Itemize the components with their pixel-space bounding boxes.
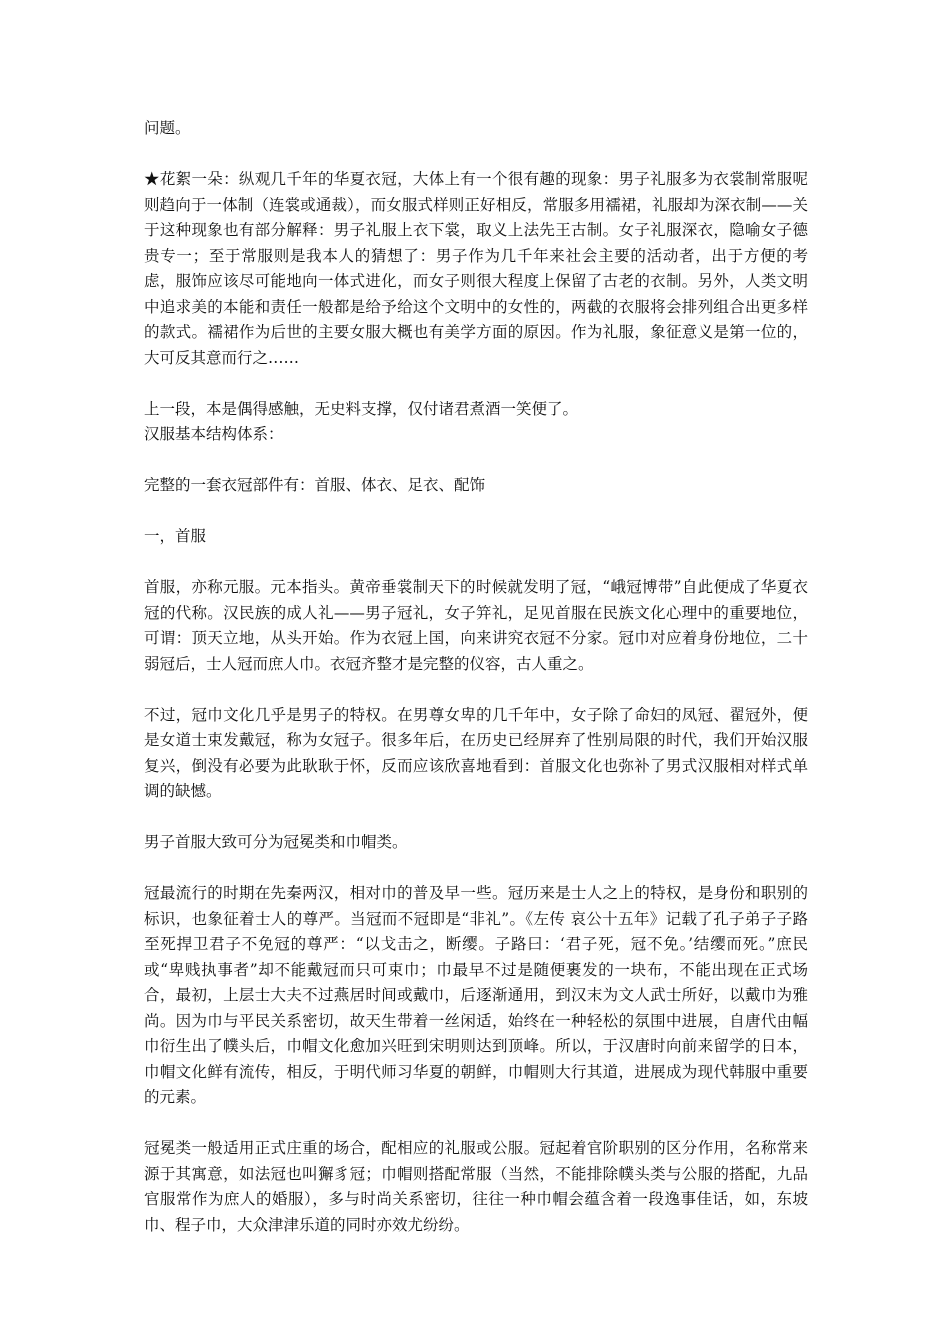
- paragraph-headwear-categories: 男子首服大致可分为冠冕类和巾帽类。: [144, 833, 408, 851]
- section-heading-headwear: 一，首服: [144, 527, 207, 545]
- paragraph-guan-history: 冠最流行的时期在先秦两汉，相对巾的普及早一些。冠历来是士人之上的特权，是身份和职别的标识，也象征着士人的尊严。当冠而不冠即是“非礼”。《左传 哀公十五年》记载了孔子弟子子路至死捍卫君子不免冠的尊严：“以戈击之，断缨。子路曰：‘君子死，冠不免。’结缨而死。”庶民或“卑贱执事者”却不能戴冠而只可束巾；巾最早不过是随便裹发的一块布，不能出现在正式场合，最初，上层士大夫不过燕居时间或戴巾，后逐渐通用，到汉末为文人武士所好，以戴巾为雅尚。因为巾与平民关系密切，故天生带着一丝闲适，始终在一种轻松的氛围中进展，自唐代由幅巾衍生出了幞头后，巾帽文化愈加兴旺到宋明则达到顶峰。所以，于汉唐时向前来留学的日本，巾帽文化鲜有流传，相反，于明代师习华夏的朝鲜，巾帽则大行其道，进展成为现代韩服中重要的元素。: [144, 884, 808, 1106]
- section-heading-structure: 汉服基本结构体系：: [144, 425, 284, 443]
- document-page: [144, 116, 808, 1264]
- paragraph-guan-usage: 冠冕类一般适用正式庄重的场合，配相应的礼服或公服。冠起着官阶职别的区分作用，名称常来源于其寓意，如法冠也叫獬豸冠；巾帽则搭配常服（当然，不能排除幞头类与公服的搭配，九品官服常作为庶人的婚服），多与时尚关系密切，往往一种巾帽会蕴含着一段逸事佳话，如，东坡巾、程子巾，大众津津乐道的同时亦效尤纷纷。: [144, 1139, 808, 1234]
- paragraph-continuation: 问题。: [144, 119, 191, 137]
- paragraph-trivia: ★花絮一朵：纵观几千年的华夏衣冠，大体上有一个很有趣的现象：男子礼服多为衣裳制常服呢则趋向于一体制（连裳或通裁），而女服式样则正好相反，常服多用襦裙，礼服却为深衣制——关于这种现象也有部分解释：男子礼服上衣下裳，取义上法先王古制。女子礼服深衣，隐喻女子德贵专一；至于常服则是我本人的猜想了：男子作为几千年来社会主要的活动者，出于方便的考虑，服饰应该尽可能地向一体式进化，而女子则很大程度上保留了古老的衣制。另外，人类文明中追求美的本能和责任一般都是给予给这个文明中的女性的，两截的衣服将会排列组合出更多样的款式。襦裙作为后世的主要女服大概也有美学方面的原因。作为礼服，象征意义是第一位的，大可反其意而行之……: [144, 170, 808, 367]
- paragraph-components: 完整的一套衣冠部件有：首服、体衣、足衣、配饰: [144, 476, 486, 494]
- paragraph-note: 上一段，本是偶得感触，无史料支撑，仅付诸君煮酒一笑便了。: [144, 399, 579, 418]
- paragraph-headwear-gender: 不过，冠巾文化几乎是男子的特权。在男尊女卑的几千年中，女子除了命妇的凤冠、翟冠外，便是女道士束发戴冠，称为女冠子。很多年后，在历史已经屏弃了性别局限的时代，我们开始汉服复兴，倒没有必要为此耿耿于怀，反而应该欣喜地看到：首服文化也弥补了男式汉服相对样式单调的缺憾。: [144, 705, 808, 800]
- paragraph-headwear-intro: 首服，亦称元服。元本指头。黄帝垂裳制天下的时候就发明了冠，“峨冠博带”自此便成了华夏衣冠的代称。汉民族的成人礼——男子冠礼，女子笄礼，足见首服在民族文化心理中的重要地位，可谓：顶天立地，从头开始。作为衣冠上国，向来讲究衣冠不分家。冠巾对应着身份地位，二十弱冠后，士人冠而庶人巾。衣冠齐整才是完整的仪容，古人重之。: [144, 578, 808, 673]
